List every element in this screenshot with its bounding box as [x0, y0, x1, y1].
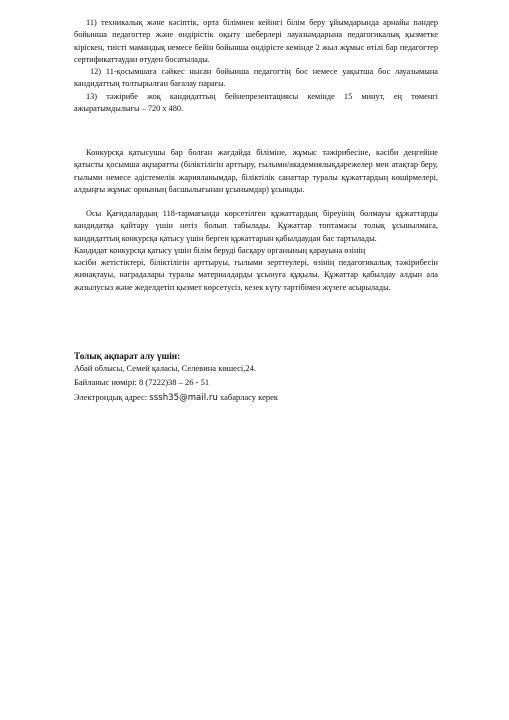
email-link[interactable]: sssh35@mail.ru: [149, 393, 218, 403]
paragraph-missing-documents: Осы Қағидалардың 118-тармағында көрсетілген құжаттардың біреуінің болмауы құжаттарды кандидатқа қайтару үшін негіз болып табылады. Құжаттар топтамасы толық ұсынылмаса, кандидаттың конкурсқа қатысу үшін берген құжаттарын қабылдаудан бас тартылады.: [74, 209, 438, 243]
contact-address: Абай облысы, Семей қаласы, Селевина көшесі,24.: [74, 363, 256, 373]
paragraph-additional-info: Конкурсқа қатысушы бар болған жағдайда біліміне, жұмыс тәжірибесіне, кәсіби деңгейіне қатысты қосымша ақпаратты (біліктілігін арттыру, ғылыми/академиялықдәрежелер мен атақтар беру, ғылыми немесе әдістемелік жарияланымдар, біліктілік санаттар туралы құжаттардың көшірмелері, алдыңғы жұмыс орнының басшылығынан ұсынымдар) ұсынады.: [74, 148, 438, 194]
contact-heading: Толық ақпарат алу үшін:: [74, 351, 181, 361]
contact-phone: Байланыс нөмірі: 8 (7222)38 – 26 - 51: [74, 377, 210, 387]
paragraph-candidate-line1: Кандидат конкурсқа қатысу үшін білім беруді басқару органының қарауына өзінің: [74, 246, 366, 255]
contact-email-line: [74, 391, 278, 404]
email-prefix: Электрондық адрес:: [74, 392, 150, 402]
email-suffix: хабарласу керек: [217, 392, 278, 402]
paragraph-candidate-rest: кәсіби жетістіктері, біліктілігін арттыруы, ғылыми зерттеулері, өзінің педагогикалық тәжірибесін жинақтауы, наградалары туралы материалдарды ұсынуға құқылы. Құжаттар қабылдау алдын ала жазылусыз және жеделдетіп қызмет көрсетусіз, кезек күту тәртібімен жүзеге асырылады.: [74, 258, 438, 292]
paragraph-item-13: 13) тәжірибе жоқ кандидаттың бейнепрезентациясы кемінде 15 минут, ең төменгі ажыратымдылығы – 720 х 480.: [74, 92, 438, 114]
paragraph-item-11: 11) техникалық және кәсіптік, орта білімнен кейінгі білім беру ұйымдарында арнайы пәндер бойынша педагогтер және өндірістік оқыту шеберлері лауазымдарына педагогикалық қызметке кіріскен, тиісті мамандық немесе бейін бойынша өндірісте кемінде 2 жыл жұмыс өтілі бар педагогтер сертификаттаудан өтуден босатылады.: [74, 18, 438, 64]
paragraph-item-12: 12) 11-қосымшаға сәйкес нысан бойынша педагогтің бос немесе уақытша бос лауазымына кандидаттың толтырылған бағалау парағы.: [74, 67, 438, 89]
